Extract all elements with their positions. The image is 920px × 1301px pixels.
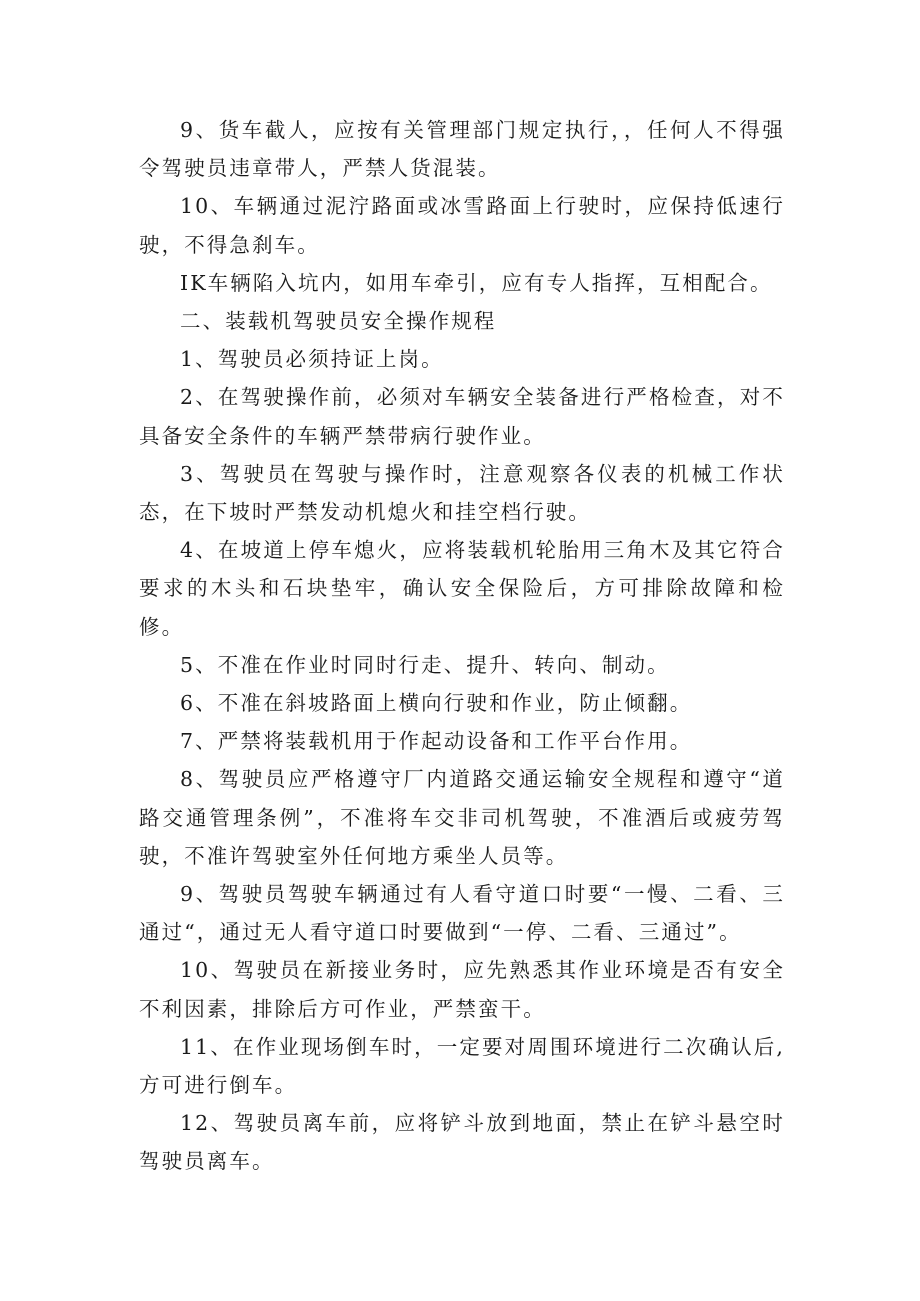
- paragraph-truck-passengers: 9、货车截人，应按有关管理部门规定执行，，任何人不得强令驾驶员违章带人，严禁人货混装。: [139, 118, 785, 181]
- paragraph-rule-6: 6、不准在斜坡路面上横向行驶和作业，防止倾翻。: [180, 691, 693, 716]
- document-body: [139, 111, 785, 1181]
- paragraph-rule-11: 11、在作业现场倒车时，一定要对周围环境进行二次确认后,方可进行倒车。: [139, 1034, 785, 1098]
- paragraph-rule-1: 1、驾驶员必须持证上岗。: [180, 347, 444, 372]
- paragraph-rule-10: 10、驾驶员在新接业务时，应先熟悉其作业环境是否有安全不利因素，排除后方可作业，严禁蛮干。: [139, 958, 785, 1021]
- paragraph-rule-4: 4、在坡道上停车熄火，应将装载机轮胎用三角木及其它符合要求的木头和石块垫牢，确认安全保险后，方可排除故障和检修。: [139, 538, 785, 639]
- paragraph-rule-9: 9、驾驶员驾驶车辆通过有人看守道口时要“一慢、二看、三通过“，通过无人看守道口时要做到“一停、二看、三通过”。: [139, 882, 785, 945]
- paragraph-vehicle-in-pit: IK车辆陷入坑内，如用车牵引，应有专人指挥，互相配合。: [180, 270, 773, 295]
- paragraph-muddy-roads: 10、车辆通过泥泞路面或冰雪路面上行驶时，应保持低速行驶，不得急刹车。: [139, 194, 785, 257]
- section-heading-loader-rules: 二、装载机驾驶员安全操作规程: [180, 309, 497, 334]
- paragraph-rule-8: 8、驾驶员应严格遵守厂内道路交通运输安全规程和遵守“道路交通管理条例”，不准将车交非司机驾驶，不准酒后或疲劳驾驶，不准许驾驶室外任何地方乘坐人员等。: [139, 767, 785, 868]
- paragraph-rule-12: 12、驾驶员离车前，应将铲斗放到地面，禁止在铲斗悬空时驾驶员离车。: [139, 1111, 785, 1174]
- paragraph-rule-3: 3、驾驶员在驾驶与操作时，注意观察各仪表的机械工作状态，在下坡时严禁发动机熄火和挂空档行驶。: [139, 461, 785, 525]
- paragraph-rule-5: 5、不准在作业时同时行走、提升、转向、制动。: [180, 652, 670, 677]
- paragraph-rule-2: 2、在驾驶操作前，必须对车辆安全装备进行严格检查，对不具备安全条件的车辆严禁带病行驶作业。: [139, 385, 785, 448]
- paragraph-rule-7: 7、严禁将装载机用于作起动设备和工作平台作用。: [180, 729, 693, 754]
